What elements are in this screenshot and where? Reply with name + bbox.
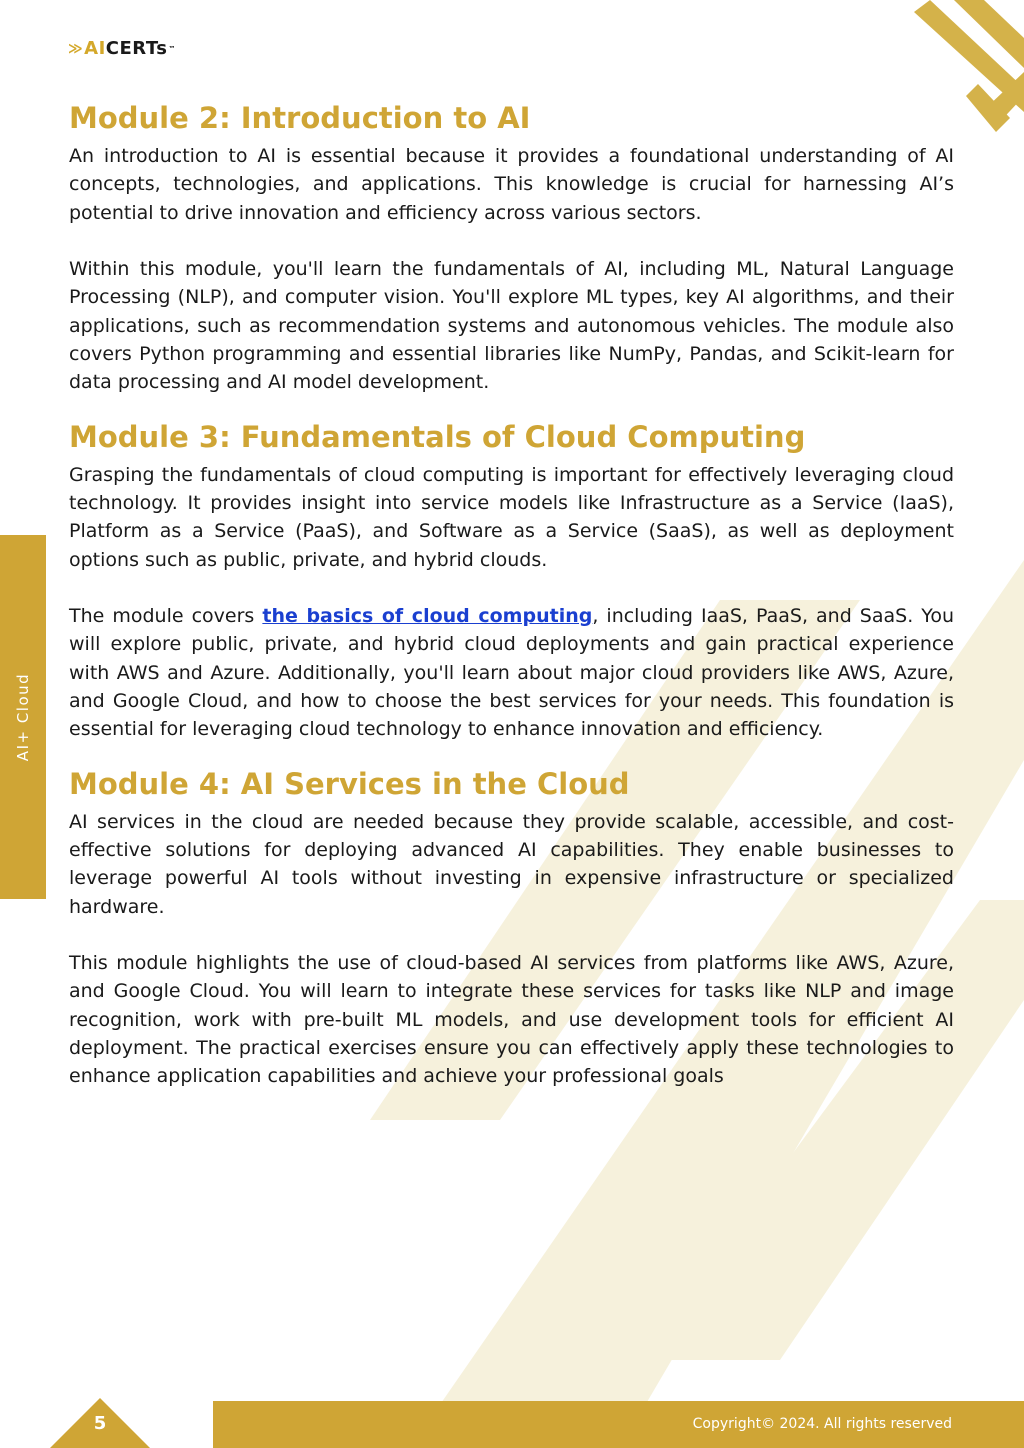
module-2-paragraph-1: An introduction to AI is essential because it provides a foundational understanding of AI concepts, technologies, and applications. This knowledge is crucial for harnessing AI’s potential to drive innovation and efficiency across various sectors. bbox=[69, 145, 954, 224]
side-tab-label: AI+ Cloud bbox=[14, 672, 32, 762]
module-4-paragraph-1: AI services in the cloud are needed because they provide scalable, accessible, and cost-effective solutions for deploying advanced AI capabilities. They enable businesses to leverage powerful AI tools without investing in expensive infrastructure or specialized hardware. bbox=[69, 810, 954, 918]
cloud-computing-basics-link[interactable]: the basics of cloud computing bbox=[262, 605, 593, 628]
module-2-heading: Module 2: Introduction to AI bbox=[69, 101, 531, 135]
page-number: 5 bbox=[93, 1413, 107, 1434]
module-4-paragraph-2: This module highlights the use of cloud-based AI services from platforms like AWS, Azure, and Google Cloud. You will learn to integrate these services for tasks like NLP and image recognition, work with pre-built ML models, and use development tools for efficient AI deployment. The practical exercises ensure you can effectively apply these technologies to enhance application capabilities and achieve your professional goals bbox=[69, 952, 954, 1088]
logo-chevron-icon: ≫ bbox=[68, 40, 84, 57]
module-4-heading: Module 4: AI Services in the Cloud bbox=[69, 766, 630, 801]
aicerts-logo bbox=[68, 38, 176, 59]
module-3-heading: Module 3: Fundamentals of Cloud Computing bbox=[69, 419, 806, 454]
module-3-paragraph-1: Grasping the fundamentals of cloud computing is important for effectively leveraging cloud technology. It provides insight into service models like Infrastructure as a Service (IaaS), Platform as a Service (PaaS), and Software as a Service (SaaS), as well as deployment options such as public, private, and hybrid clouds. bbox=[69, 463, 954, 571]
copyright-text: Copyright© 2024. All rights reserved bbox=[692, 1416, 952, 1432]
paragraph-text-after-link: , including IaaS, PaaS, and SaaS. You will explore public, private, and hybrid cloud deployments and gain practical experience with AWS and Azure. Additionally, you'll learn about major cloud providers like AWS, Azure, and Google Cloud, and how to choose the best services for your needs. This foundation is essential for leveraging cloud technology to enhance innovation and efficiency. bbox=[69, 605, 955, 741]
module-3-paragraph-2 bbox=[69, 602, 954, 743]
main-content bbox=[69, 100, 954, 1091]
logo-certs-text: CERTs bbox=[105, 38, 168, 59]
module-2-paragraph-2: Within this module, you'll learn the fundamentals of AI, including ML, Natural Language Processing (NLP), and computer vision. You'll explore ML types, key AI algorithms, and their applications, such as recommendation systems and autonomous vehicles. The module also covers Python programming and essential libraries like NumPy, Pandas, and Scikit-learn for data processing and AI model development. bbox=[69, 258, 954, 394]
logo-trademark: ™ bbox=[168, 44, 176, 53]
logo-ai-text: AI bbox=[84, 38, 106, 59]
side-tab bbox=[0, 535, 46, 899]
footer-bar bbox=[213, 1401, 1024, 1448]
paragraph-text-before-link: The module covers bbox=[69, 605, 263, 628]
